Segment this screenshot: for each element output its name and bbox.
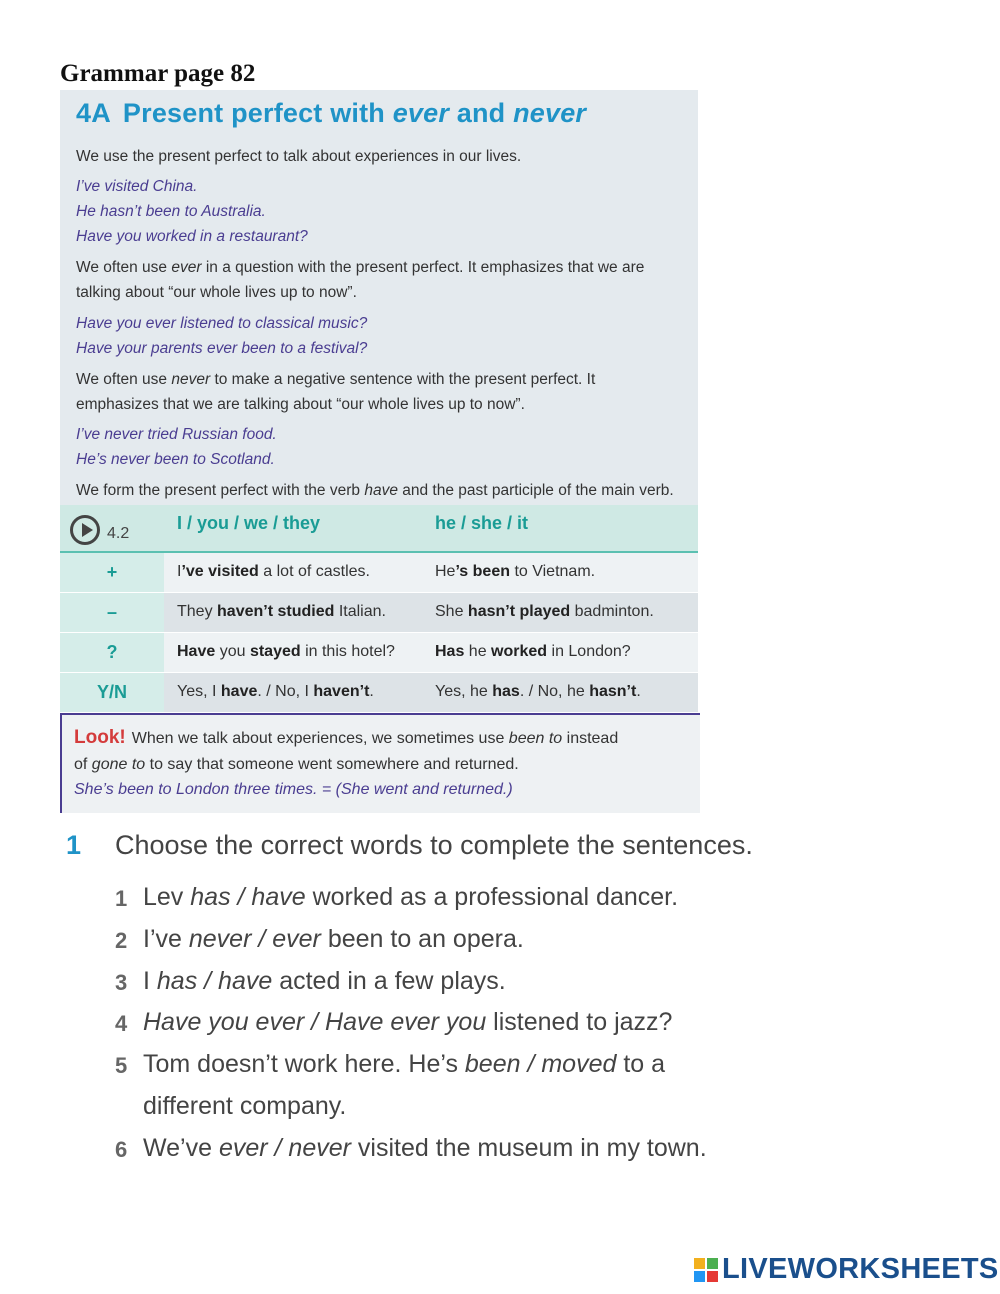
- table-row: [60, 633, 698, 673]
- table-body: [60, 553, 698, 713]
- table-cell: [177, 563, 370, 581]
- text: been to an opera.: [320, 925, 524, 953]
- word-choice[interactable]: Have you ever / Have ever you: [143, 1008, 487, 1036]
- text: Lev: [143, 883, 191, 911]
- title-number: 4A: [76, 98, 111, 128]
- text: and the past participle of the main verb.: [397, 482, 674, 499]
- item-text: [143, 967, 506, 996]
- item-number: 4: [115, 1011, 128, 1036]
- text-been-to: been to: [508, 730, 563, 747]
- table-cell: [177, 683, 374, 701]
- text-have: have: [364, 482, 398, 499]
- text: He: [435, 563, 456, 580]
- table-row: [60, 553, 698, 593]
- word-choice[interactable]: has / have: [156, 967, 273, 995]
- logo-square: [694, 1271, 705, 1282]
- item-text: [143, 883, 678, 912]
- row-symbol: ?: [60, 633, 164, 672]
- title-ever: ever: [392, 98, 450, 128]
- item-number: 3: [115, 970, 128, 995]
- example-sentence: He’s never been to Scotland.: [76, 451, 275, 468]
- text: We’ve: [143, 1134, 219, 1162]
- text-bold: ’s been: [455, 563, 510, 580]
- example-sentence: I’ve never tried Russian food.: [76, 426, 277, 443]
- column-header-i-you-we-they: I / you / we / they: [177, 513, 321, 533]
- item-text-continuation: different company.: [143, 1092, 347, 1120]
- row-symbol: Y/N: [60, 673, 164, 712]
- text: When we talk about experiences, we sometimes use: [131, 730, 509, 747]
- text-bold: worked: [491, 643, 548, 660]
- example-sentence: Have you worked in a restaurant?: [76, 228, 308, 245]
- text: .: [636, 683, 641, 700]
- look-line-1: [74, 725, 618, 752]
- text: They: [177, 603, 218, 620]
- table-cell: [435, 603, 654, 621]
- table-cell: [435, 563, 595, 581]
- word-choice[interactable]: ever / never: [218, 1134, 351, 1162]
- text: to a: [616, 1050, 666, 1078]
- rule-text-3-cont: emphasizes that we are talking about “our whole lives up to now”.: [76, 396, 525, 413]
- text: We often use: [76, 371, 172, 388]
- logo-square: [707, 1271, 718, 1282]
- rule-text-1: We use the present perfect to talk about experiences in our lives.: [76, 148, 522, 165]
- item-number: 2: [115, 928, 128, 953]
- text-bold: has: [492, 683, 520, 700]
- text: you: [215, 643, 250, 660]
- text: in this hotel?: [300, 643, 395, 660]
- text-never: never: [171, 371, 211, 388]
- title-never: never: [513, 98, 587, 128]
- text: I: [143, 967, 157, 995]
- text: . / No, I: [257, 683, 314, 700]
- text-bold: haven’t studied: [217, 603, 335, 620]
- logo-square: [707, 1258, 718, 1269]
- text: in a question with the present perfect. It emphasizes that we are: [201, 259, 645, 276]
- table-header: [60, 505, 698, 553]
- example-sentence: Have you ever listened to classical music?: [76, 315, 368, 332]
- grammar-title: [76, 98, 586, 129]
- play-audio-icon[interactable]: [70, 515, 100, 545]
- text: to say that someone went somewhere and returned.: [145, 756, 519, 773]
- table-row: [60, 593, 698, 633]
- text: a lot of castles.: [258, 563, 370, 580]
- text: .: [369, 683, 374, 700]
- text: in London?: [547, 643, 631, 660]
- text: badminton.: [570, 603, 654, 620]
- conjugation-table: [60, 505, 698, 713]
- text: acted in a few plays.: [272, 967, 506, 995]
- title-part: Present perfect with: [122, 98, 393, 128]
- item-text: [143, 925, 524, 954]
- grammar-box: [60, 90, 698, 505]
- logo-text: LIVEWORKSHEETS: [722, 1253, 999, 1285]
- text: listened to jazz?: [486, 1008, 673, 1036]
- word-choice[interactable]: never / ever: [188, 925, 321, 953]
- example-sentence: He hasn’t been to Australia.: [76, 203, 266, 220]
- look-label: Look!: [74, 727, 126, 748]
- exercise-instruction: Choose the correct words to complete the sentences.: [115, 830, 753, 860]
- look-box: [60, 713, 700, 813]
- table-cell: [177, 643, 395, 661]
- text: he: [464, 643, 492, 660]
- rule-text-4: [76, 478, 674, 503]
- page-heading: Grammar page 82: [60, 60, 256, 87]
- table-cell: [435, 643, 631, 661]
- text-gone-to: gone to: [91, 756, 146, 773]
- text-bold: have: [220, 683, 258, 700]
- table-cell: [177, 603, 386, 621]
- rule-text-2-cont: talking about “our whole lives up to now”.: [76, 284, 357, 301]
- look-example: She’s been to London three times. = (She went and returned.): [74, 781, 513, 798]
- rule-text-2: [76, 255, 644, 280]
- table-row: [60, 673, 698, 713]
- text: to Vietnam.: [510, 563, 596, 580]
- word-choice[interactable]: has / have: [190, 883, 306, 911]
- item-text: [143, 1008, 672, 1037]
- title-part: and: [449, 98, 514, 128]
- item-number: 6: [115, 1137, 128, 1162]
- look-line-2: [74, 752, 519, 778]
- text: I: [177, 563, 182, 580]
- example-sentence: Have your parents ever been to a festival?: [76, 340, 368, 357]
- text: Yes, he: [435, 683, 493, 700]
- liveworksheets-logo[interactable]: [694, 1253, 999, 1286]
- text-bold: ’ve visited: [181, 563, 259, 580]
- text: . / No, he: [519, 683, 590, 700]
- item-text: [143, 1050, 665, 1079]
- row-symbol: +: [60, 553, 164, 592]
- text: I’ve: [143, 925, 189, 953]
- text: worked as a professional dancer.: [305, 883, 679, 911]
- text: Tom doesn’t work here. He’s: [143, 1050, 465, 1078]
- logo-square: [694, 1258, 705, 1269]
- column-header-he-she-it: he / she / it: [435, 513, 529, 533]
- text-bold: haven’t: [313, 683, 370, 700]
- text: instead: [562, 730, 619, 747]
- item-number: 1: [115, 886, 128, 911]
- text-bold: hasn’t: [589, 683, 637, 700]
- row-symbol: –: [60, 593, 164, 632]
- text: Yes, I: [177, 683, 221, 700]
- text: Italian.: [334, 603, 386, 620]
- example-sentence: I’ve visited China.: [76, 178, 198, 195]
- text: visited the museum in my town.: [350, 1134, 707, 1162]
- logo-mark-icon: [694, 1258, 718, 1282]
- text: of: [74, 756, 92, 773]
- text-bold: hasn’t played: [467, 603, 571, 620]
- word-choice[interactable]: been / moved: [464, 1050, 617, 1078]
- text-bold: stayed: [249, 643, 301, 660]
- item-text: [143, 1134, 707, 1163]
- text-ever: ever: [171, 259, 202, 276]
- text: to make a negative sentence with the present perfect. It: [210, 371, 596, 388]
- text: She: [435, 603, 468, 620]
- text: We often use: [76, 259, 172, 276]
- text: We form the present perfect with the verb: [76, 482, 365, 499]
- table-cell: [435, 683, 641, 701]
- audio-track-number: 4.2: [107, 525, 130, 542]
- item-number: 5: [115, 1053, 128, 1078]
- rule-text-3: [76, 367, 595, 392]
- exercise-number: 1: [66, 830, 82, 860]
- text-bold: Have: [177, 643, 216, 660]
- text-bold: Has: [435, 643, 465, 660]
